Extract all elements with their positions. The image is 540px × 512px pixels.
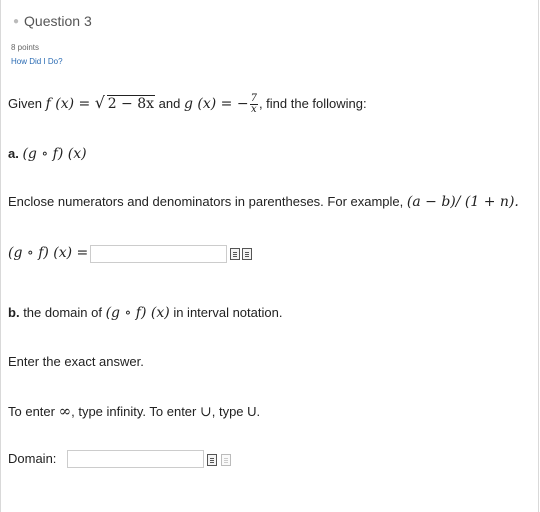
fraction-numerator: 7 <box>250 93 257 104</box>
answer-a-label: (g ∘ f) (x) = <box>8 245 89 261</box>
part-a-label: a. <box>8 146 19 161</box>
question-status-dot: ● <box>13 16 20 27</box>
f-definition: f (x) = <box>45 95 95 112</box>
fraction-denominator: x <box>250 104 257 115</box>
equation-editor-icon[interactable] <box>230 248 240 260</box>
part-b-label: b. <box>8 305 20 320</box>
answer-a-input[interactable] <box>90 245 227 263</box>
prompt-line <box>8 94 367 115</box>
part-a-instruction <box>8 194 519 210</box>
part-b-expression: (g ∘ f) (x) <box>105 305 170 321</box>
question-title: Question 3 <box>24 13 92 29</box>
part-a-expression: (g ∘ f) (x) <box>22 146 87 162</box>
sqrt-expression <box>94 92 155 112</box>
sqrt-sign: √ <box>94 92 105 112</box>
domain-preview-icon[interactable] <box>221 454 231 466</box>
part-b-text-before: the domain of <box>23 305 102 320</box>
and-word: and <box>158 95 181 111</box>
infinity-text-1: To enter <box>8 404 55 419</box>
instruction-text: Enclose numerators and denominators in parentheses. For example, <box>8 194 404 209</box>
part-b-heading <box>8 305 282 321</box>
given-word: Given <box>8 95 42 111</box>
points-label: 8 points <box>11 43 40 52</box>
how-did-i-do-link[interactable]: How Did I Do? <box>11 57 63 66</box>
domain-equation-editor-icon[interactable] <box>207 454 217 466</box>
part-a-heading <box>8 146 87 162</box>
question-header <box>13 13 92 29</box>
part-b-text-after: in interval notation. <box>173 305 283 320</box>
g-definition: g (x) = − <box>183 95 249 112</box>
g-fraction <box>250 94 258 115</box>
sqrt-body: 2 − 8x <box>107 95 155 112</box>
domain-input[interactable] <box>67 450 204 468</box>
domain-label: Domain: <box>8 451 57 466</box>
answer-preview-icon[interactable] <box>242 248 252 260</box>
prompt-tail: , find the following: <box>258 95 367 111</box>
infinity-symbol: ∞ <box>58 402 72 420</box>
infinity-text-2: , type infinity. To enter <box>71 404 197 419</box>
instruction-example: (a − b)/ (1 + n). <box>406 194 519 210</box>
union-symbol: ∪ <box>200 404 212 420</box>
exact-answer-note: Enter the exact answer. <box>8 354 144 369</box>
infinity-union-note <box>8 402 260 420</box>
infinity-text-3: , type U. <box>211 404 261 419</box>
